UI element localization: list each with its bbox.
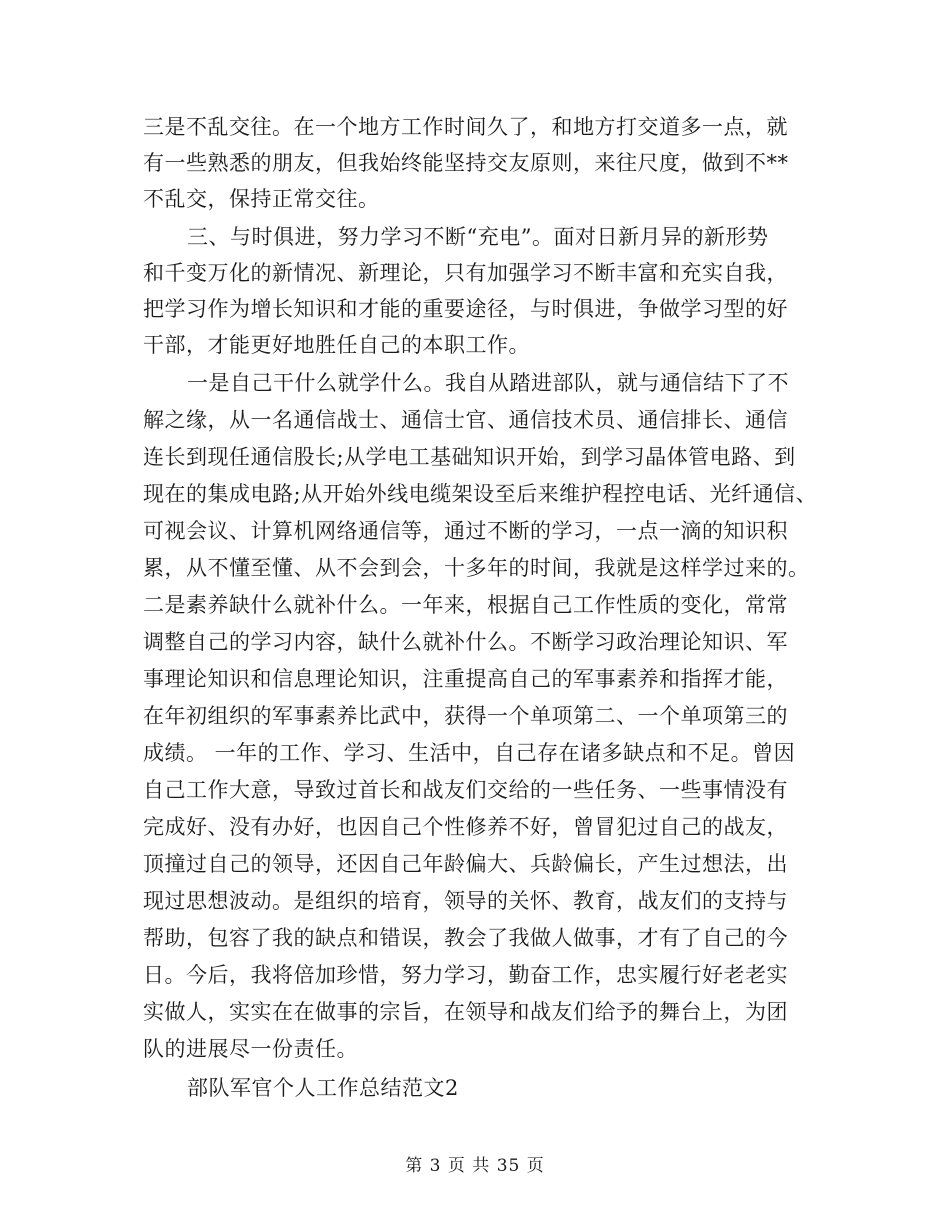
text-line: 不乱交，保持正常交往。 — [143, 187, 380, 211]
text-line: 把学习作为增长知识和才能的重要途径，与时俱进，争做学习型的好 — [143, 297, 788, 321]
text-line: 现在的集成电路;从开始外线电缆架设至后来维护程控电话、光纤通信、 — [143, 482, 818, 506]
text-line: 解之缘，从一名通信战士、通信士官、通信技术员、通信排长、通信 — [143, 408, 788, 432]
text-line: 完成好、没有办好，也因自己个性修养不好，曾冒犯过自己的战友， — [143, 815, 788, 839]
text-line: 调整自己的学习内容，缺什么就补什么。不断学习政治理论知识、军 — [143, 630, 788, 654]
text-line: 事理论知识和信息理论知识，注重提高自己的军事素养和指挥才能， — [143, 667, 788, 691]
text-line: 二是素养缺什么就补什么。一年来，根据自己工作性质的变化，常常 — [143, 593, 788, 617]
text-line: 连长到现任通信股长;从学电工基础知识开始，到学习晶体管电路、到 — [143, 445, 796, 469]
text-line: 累，从不懂至懂、从不会到会，十多年的时间，我就是这样学过来的。 — [143, 556, 810, 580]
text-line: 成绩。 一年的工作、学习、生活中，自己存在诸多缺点和不足。曾因 — [143, 741, 796, 765]
text-line: 干部，才能更好地胜任自己的本职工作。 — [143, 333, 530, 357]
text-line: 在年初组织的军事素养比武中，获得一个单项第二、一个单项第三的 — [143, 704, 788, 728]
text-line: 顶撞过自己的领导，还因自己年龄偏大、兵龄偏长，产生过想法，出 — [143, 852, 788, 876]
text-line: 实做人，实实在在做事的宗旨，在领导和战友们给予的舞台上，为团 — [143, 1000, 788, 1024]
text-line: 现过思想波动。是组织的培育，领导的关怀、教育，战友们的支持与 — [143, 889, 788, 913]
text-line: 三是不乱交往。在一个地方工作时间久了，和地方打交道多一点，就 — [143, 115, 788, 139]
text-line: 一是自己干什么就学什么。我自从踏进部队，就与通信结下了不 — [187, 371, 789, 395]
page-number-footer: 第 3 页 共 35 页 — [405, 1156, 545, 1176]
text-line: 可视会议、计算机网络通信等，通过不断的学习，一点一滴的知识积 — [143, 519, 788, 543]
section-title: 部队军官个人工作总结范文2 — [187, 1076, 459, 1100]
text-line: 帮助，包容了我的缺点和错误，教会了我做人做事，才有了自己的今 — [143, 926, 788, 950]
text-line: 自己工作大意，导致过首长和战友们交给的一些任务、一些事情没有 — [143, 778, 788, 802]
text-line: 有一些熟悉的朋友，但我始终能坚持交友原则，来往尺度，做到不** — [143, 151, 789, 175]
text-line: 和千变万化的新情况、新理论，只有加强学习不断丰富和充实自我， — [143, 261, 788, 285]
text-line: 队的进展尽一份责任。 — [143, 1037, 358, 1061]
section-heading-line: 三、与时俱进，努力学习不断“充电”。面对日新月异的新形势 — [187, 225, 769, 249]
text-line: 日。今后，我将倍加珍惜，努力学习，勤奋工作，忠实履行好老老实 — [143, 963, 788, 987]
